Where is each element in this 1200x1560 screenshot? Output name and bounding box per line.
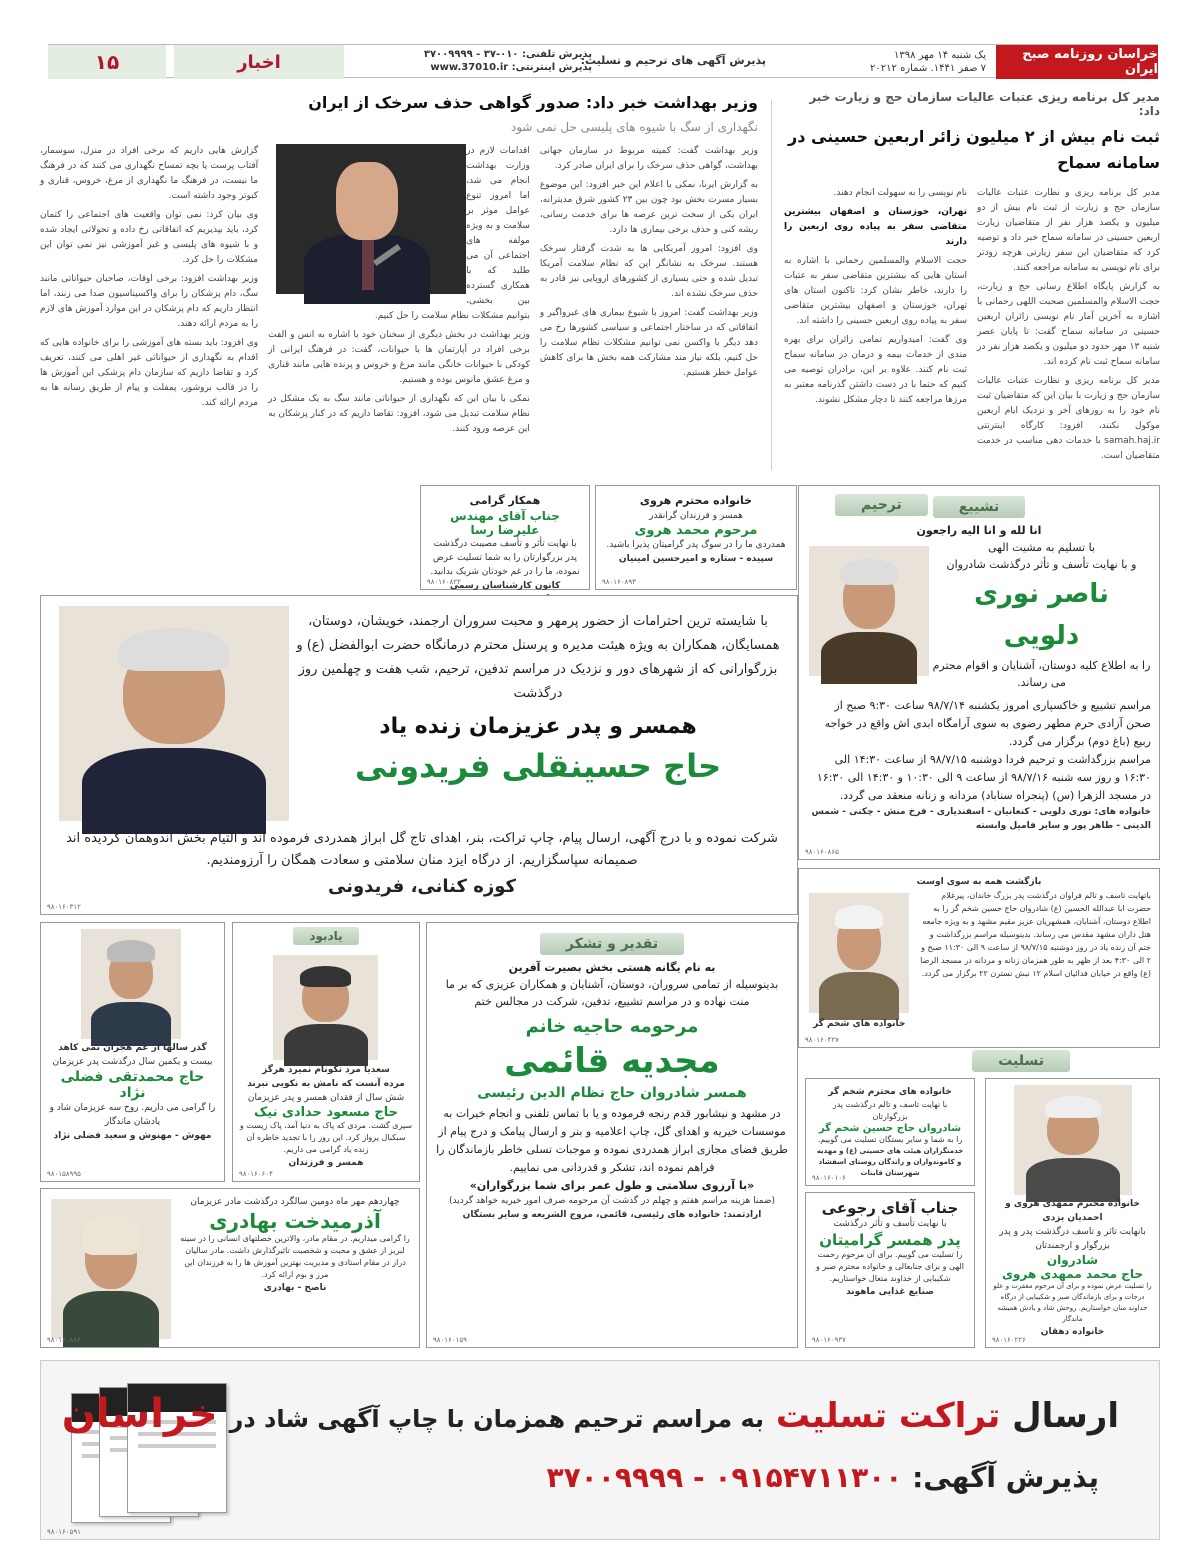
funeral-notice-davlui: تشییع انا لله و انا الیه راجعون با تسلیم به مشیت الهی و با نهایت تأسف و تأثر درگذشت شادروان ناصر نوری دلویی را به اطلاع کلیه دوستان، آشنایان و اقوام محترم می رساند. مراسم تشییع و خاکسپاری امروز یکشنبه ۹۸/۷/۱۴ ساعت ۹:۳۰ صبح از صحن آزادی حرم مطهر رضوی به سوی آرامگاه ابدی اش واقع در خواجه ربیع (باغ دوم) برگزار می گردد. مراسم بزرگداشت و ترحیم فردا دوشنبه ۹۸/۷/۱۵ از ساعت ۱۴:۳۰ الی ۱۶:۳۰ و روز سه شنبه ۹۸/۷/۱۶ از ساعت ۹ الی ۱۰:۳۰ و ۱۴:۳۰ الی ۱۶:۳۰ در مسجد الزهرا (س) (پنجراه سناباد) مردانه و زنانه منعقد می گردد. خانواده های: نوری دلویی - کنعانیان - اسفندیاری - فرخ منش - چکنی - شمس الدینی - طاهر پور و سایر فامیل وابسته ۹۸۰۱۶۰۸۶۵ (798, 485, 1160, 860)
deceased-name: مجدیه قائمی (504, 1041, 720, 1081)
thanks-notice-fereydooni: با شایسته ترین احترامات از حضور پرمهر و محبت سروران ارجمند، خویشان، دوستان، همسایگان، همکاران به ویژه هیئت مدیره و پرسنل محترم درمانگاه حضرت ابوالفضل (ع) و بزرگوارانی که از شهرهای دور و نزدیک در مراسم تدفین، ترحیم، شب هفت و چهلمین روز درگذشت همسر و پدر عزیزمان زنده یاد حاج حسینقلی فریدونی شرکت نموده و با درج آگهی، ارسال پیام، چاپ تراکت، بنر، اهدای تاج گل ابراز همدردی فرموده اند و التیام بخش اندوهمان گردیده اند صمیمانه سپاسگزاریم. از درگاه ایزد منان سلامتی و سعادت همگان را آرزومندیم. کوزه کنانی، فریدونی ۹۸۰۱۶۰۳۱۲ (40, 595, 798, 915)
banner-phone: پذیرش آگهی: ۰۹۱۵۴۷۱۱۳۰۰ - ۳۷۰۰۹۹۹۹ (546, 1461, 1099, 1494)
condolence-mahdi-heravi: خانواده محترم ممهدی هروی و احمدیان یزدی بانهایت تاثر و تاسف درگذشت پدر و پدر بزرگوار و ارجمندتان شادروان حاج محمد ممهدی هروی را تسلیت عرض نموده و برای آن مرحوم مغفرت و علو درجات و برای بازماندگان صبر و شکیبایی از درگاه خداوند منان خواستاریم. روحش شاد و یادش همیشه ماندگار خانواده دهقان ۹۸۰۱۶۰۲۲۶ (985, 1078, 1160, 1348)
condolence-rajooi: جناب آقای رجوعی با نهایت تأسف و تأثر درگذشت پدر همسر گرامیتان را تسلیت می گوییم. برای آن مرحوم رحمت الهی و برای جنابعالی و خانواده محترم صبر و شکیبایی از خداوند متعال خواستاریم. صنایع غذایی ماهوند ۹۸۰۱۶۰۹۳۷ (805, 1192, 975, 1348)
portrait-photo (809, 546, 929, 676)
condolence-rasa: همکار گرامی جناب آقای مهندس علیرضا رسا با نهایت تأثر و تأسف مصیبت درگذشت پدر بزرگوارتان را به شما تسلیت عرض نموده، ما را در غم خودتان شریک بدانید. کانون کارشناسان رسمی ۹۸۰۱۶۰۸۲۲ (420, 485, 590, 590)
article-headline: وزیر بهداشت خبر داد: صدور گواهی حذف سرخک از ایران (308, 93, 758, 112)
thanks-notice-ghaemi: تقدیر و تشکر به نام یگانه هستی بخش بصیرت آفرین بدینوسیله از تمامی سروران، دوستان، آشنایان و همکاران عزیزی که بر ما منت نهاده و در مراسم تشییع، تدفین، شرکت در مجالس ختم مرحومه حاجیه خانم مجدیه قائمی همسر شادروان حاج نظام الدین رئیسی در مشهد و نیشابور قدم رنجه فرموده و یا با تماس تلفنی و انجام خیرات به موسسات خیریه و اهدای گل، چاپ اعلامیه و بنر و ارسال پیامک و درج پیام از طریق فضای مجازی ابراز همدردی نموده و موجبات تسلی خاطر بازماندگان را فراهم نموده اند، تشکر و قدردانی می نماییم. «با آرزوی سلامتی و طول عمر برای شما بزرگواران» (ضمنا هزینه مراسم هفتم و چهلم در گذشت آن مرحومه صرف امور خیریه خواهد گردید) ارادتمند: خانواده های رئیسی، قائمی، مروج الشریعه و سایر بستگان ۹۸۰۱۶۰۱۵۹ (426, 922, 798, 1348)
banner-brand: خراسان (61, 1391, 218, 1437)
news-section (40, 90, 1160, 485)
article-arbaeen (784, 90, 1160, 485)
section-title: اخبار (174, 45, 344, 79)
section-ribbon-tasliat: تسلیت (972, 1050, 1070, 1072)
anniversary-fazli: گذر سالها از غم هجران نمی کاهد بیست و یکمین سال درگذشت پدر عزیزمان حاج محمدتقی فضلی نژاد را گرامی می داریم. روح سه عزیزمان شاد و یادشان ماندگار مهوش - مهنوش و سعید فضلی نژاد ۹۸۰۱۵۸۹۹۵ (40, 922, 225, 1182)
column-divider (771, 100, 772, 470)
portrait-photo (809, 893, 909, 1013)
portrait-photo (1014, 1085, 1132, 1195)
accept-contacts: پذیرش تلفنی: ۰۱۰-۳۷ - ۳۷۰۰۹۹۹۹ پذیرش اینترنتی: www.37010.ir (423, 49, 592, 73)
portrait-photo (59, 606, 289, 821)
minister-photo (276, 144, 466, 294)
article-subheading: تهران، خوزستان و اصفهان بیشترین متقاضی سفر به پیاده روی اربعین را دارند (784, 207, 967, 247)
section-ribbon: تقدیر و تشکر (540, 933, 684, 955)
article-subhead: نگهداری از سگ با شیوه های پلیسی حل نمی شود (510, 120, 758, 134)
deceased-name: ناصر نوری دلویی (974, 579, 1109, 651)
banner-headline: ارسال تراکت تسلیت به مراسم ترحیم همزمان با چاپ آگهی شاد در خراسان (61, 1391, 1119, 1437)
article-body: وزیر بهداشت گفت: کمیته مربوط در سازمان جهانی بهداشت، گواهی حذف سرخک را برای ایران صادر کرد. به گزارش ایرنا، نمکی با اعلام این خبر افزود: این موضوع بسیار مسرت بخش بود چون بین ۲۳ کشور شرق مدیترانه، ایران یکی از سخت ترین عرصه ها برای خدمت رسانی، ریشه کنی و حذف برخی بیماری ها دارد. وی افزود: امروز آمریکایی ها به شدت گرفتار سرخک هستند. سرخک به نشانگر این که نظام سلامت آمریکا تبدیل شده و حتی بسیاری از کشورهای اروپایی نیز قادر به حذف سرخک نشده اند. وزیر بهداشت گفت: امروز با شیوع بیماری های غیرواگیر و اتفاقاتی که در ساختار اجتماعی و سیاسی کشورها رخ می دهد دیگر با واکسن نمی توانیم مشکلات نظام سلامت را حل کنیم، بلکه نیاز مند مشارکت همه بخش ها برای کاهش عوامل خطر هستیم. اقدامات لازم در وزارت بهداشت انجام می شد، اما امروز تنوع عوامل موثر بر سلامت و به ویژه مولفه های اجتماعی آن می طلبد که با همکاری گسترده بین بخشی، بتوانیم مشکلات نظام سلامت را حل کنیم. وزیر بهداشت در بخش دیگری از سخنان خود با اشاره به انس و الفت برخی افراد در آپارتمان ها با حیوانات، گفت: در فرهنگ ایرانی از کودکی با حیوانات خانگی مانند مرغ و خروس و پرنده هایی مانند قناری و مرغ عشق مانوس بوده و هستیم. نمکی با بیان این که نگهداری از حیواناتی مانند سگ به یک مشکل در نظام سلامت تبدیل می شود، افزود: تقاضا داریم که در کنار پزشکان به این عرصه ورود کنند. گزارش هایی داریم که برخی افراد در منزل، سوسمار، آفتاب پرست یا بچه تمساح نگهداری می کنند که در فرهنگ ما نیست، در فرهنگ ما نگهداری از مرغ، خروس، قناری و کبوتر وجود داشته است. وی بیان کرد: نمی توان واقعیت های اجتماعی را کتمان کرد، باید بپذیریم که اتفاقاتی رخ داده و تحولاتی ایجاد شده و با شیوه های پلیسی و غیر آموزشی نیز نمی توان این مشکلات را حل کرد. وزیر بهداشت افزود: برخی اوقات، صاحبان حیواناتی مانند سگ، دام پزشکان را برای واکسیناسیون صدا می زنند، اما انتظار داریم که دام پزشکان در این موارد آموزش های لازم را به مردم ارائه دهند. وی افزود: باید بسته های آموزشی را برای خانواده هایی که اقدام به نگهداری از حیواناتی غیر اهلی می کنند، تعریف کرد و تقاضا داریم که سازمان دام پزشکی این آموزش ها را در قالب بروشور، پمفلت و پیام از طریق رسانه ها به مردم ارائه کند. (40, 146, 758, 434)
section-ribbon: تشییع (933, 496, 1026, 518)
issue-date: یک شنبه ۱۴ مهر ۱۳۹۸ ۷ صفر ۱۴۴۱. شماره ۲۰۲۱۲ (870, 50, 986, 74)
page-number: ۱۵ (48, 45, 166, 79)
article-headline: ثبت نام بیش از ۲ میلیون زائر اربعین حسینی در سامانه سماح (788, 127, 1160, 172)
anniversary-bahadori: چهاردهم مهر ماه دومین سالگرد درگذشت مادر عزیزمان آذرمیدخت بهادری را گرامی میداریم. در مقام مادر، والاترین خصلتهای انسانی را در سینه لبریز از عشق و محبت و شخصیت تاثیرگذارش داشت. مادر سالیان دراز در مقام استادی و مدیریت بهترین آموزش ها را به فرزندان این مرز و بوم ارائه کرد. ناصح - بهادری ۹۸۰۱۶۰۸۸۶ (40, 1188, 420, 1348)
portrait-photo (81, 929, 181, 1039)
portrait-photo (51, 1199, 171, 1339)
accept-label: پذیرش آگهی های ترحیم و تسلیت: (580, 54, 766, 67)
section-ribbon-tarhim: ترحیم (835, 494, 928, 516)
memorial-notice-shakhgar: بازگشت همه به سوی اوست باتهایت تاسف و تالم فراوان درگذشت پدر بزرگ خاندان، پیرغلام حضرت ابا عبدالله الحسین (ع) شادروان حاج حسین شخم گر را به اطلاع دوستان، آشنایان، همشهریان عزیز مقیم مشهد و به ویژه جامعه هتل داران مشهد مقدس می رساند. بدینوسیله مراسم بزرگداشت و ختم آن زنده یاد در روز دوشنبه ۹۸/۷/۱۵ از ساعت ۹ الی ۱۱:۳۰ صبح و ۲ الی ۴:۳۰ بعد از ظهر به طور همزمان زنانه و مردانه در مسجد الرضا (ع) واقع در خیابان فدائیان اسلام ۱۲ نبش نسترن ۲۲ برگزار می گردد. خانواده های شخم گر ۹۸۰۱۶۰۴۲۷ (798, 868, 1160, 1048)
article-body: مدیر کل برنامه ریزی و نظارت عتبات عالیات سازمان حج و زیارت از ثبت نام بیش از دو میلیون و یکصد هزار نفر از متقاضیان زیارت اربعین حسینی در سامانه سماح خبر داد و توصیه کرد که متقاضیان این سفر زیارتی هرچه زودتر برای نام نویسی به سامانه مراجعه کنند. به گزارش پایگاه اطلاع رسانی حج و زیارت، حجت الاسلام والمسلمین صحبت اللهی رحمانی با اشاره به آخرین آمار نام نویسی زائران اربعین حسینی در سامانه سماح گفت: تا پایان عصر شنبه ۱۳ مهر حدود دو میلیون و یکصد هزار نفر در سامانه سماح ثبت نام کرده اند. مدیر کل برنامه ریزی و نظارت عتبات عالیات سازمان حج و زیارت با بیان این که متقاضیان ثبت نام خود را به روزهای آخر و نزدیک ایام اربعین موکول نکنند، افزود: کارگاه اینترنتی samah.haj.ir با خدمات دهی مناسب در خدمت متقاضیان است. نام نویسی را به سهولت انجام دهند. تهران، خوزستان و اصفهان بیشترین متقاضی سفر به پیاده روی اربعین را دارند حجت الاسلام والمسلمین رحمانی با اشاره به استان هایی که بیشترین متقاضی سفر به عتبات را دارند، خاطر نشان کرد: تاکنون استان های تهران، خوزستان و اصفهان بیشترین متقاضی سفر به پیاده روی اربعین حسینی را داشته اند. وی گفت: امیدواریم تمامی زائران برای بهره مندی از خدمات بیمه و درمان در سامانه سماح ثبت نام کنند. علاوه بر این، برادران توصیه می کنیم که حتما با در دست داشتن گذرنامه معتبر به مرزها مراجعه کنند تا دچار مشکل نشوند. (784, 188, 1160, 461)
portrait-photo (273, 955, 378, 1060)
condolence-shakhgar: خانواده های محترم شخم گر با نهایت تاسف و تالم درگذشت پدر بزرگوارتان شادروان حاج حسین شخم گر را به شما و سایر بستگان تسلیت می گوییم. خدمتگزاران هیئت های حسینی (ع) و مهدیه و کاموندواران و راندگان روستای اسفشاد شهرستان قاینات ۹۸۰۱۶۰۱۰۶ (805, 1078, 975, 1186)
newspaper-brand: خراسان روزنامه صبح ایران (996, 45, 1158, 79)
deceased-name: حاج حسینقلی فریدونی (354, 747, 722, 785)
promo-banner: ارسال تراکت تسلیت به مراسم ترحیم همزمان با چاپ آگهی شاد در خراسان پذیرش آگهی: ۰۹۱۵۴۷۱۱۳۰۰ - ۳۷۰۰۹۹۹۹ ۹۸۰۱۶۰۵۹۱ (40, 1360, 1160, 1540)
page-header (48, 44, 1158, 78)
article-measles (40, 90, 758, 485)
article-kicker: مدیر کل برنامه ریزی عتبات عالیات سازمان حج و زیارت خبر داد: (809, 90, 1160, 118)
condolence-harvi: خانواده محترم هروی همسر و فرزندان گرانقدر مرحوم محمد هروی همدردی ما را در سوگ پدر گرامیتان پذیرا باشید. سپیده - ستاره و امیرحسین امینیان ۹۸۰۱۶۰۸۹۳ (595, 485, 797, 590)
memorial-naik: یادبود سعدیا مرد نکونام نمیرد هرگز مرده آنست که نامش به نکویی نبرند شش سال از فقدان همسر و پدر عزیزمان حاج مسعود حدادی نیک سپری گشت. مردی که پاک به دنیا آمد، پاک زیست و سبکبال پرواز کرد. این روز را با تجدید خاطره آن زنده یاد گرامی می داریم. همسر و فرزندان ۹۸۰۱۶۰۶۰۴ (232, 922, 420, 1182)
section-ribbon: یادبود (293, 927, 358, 945)
